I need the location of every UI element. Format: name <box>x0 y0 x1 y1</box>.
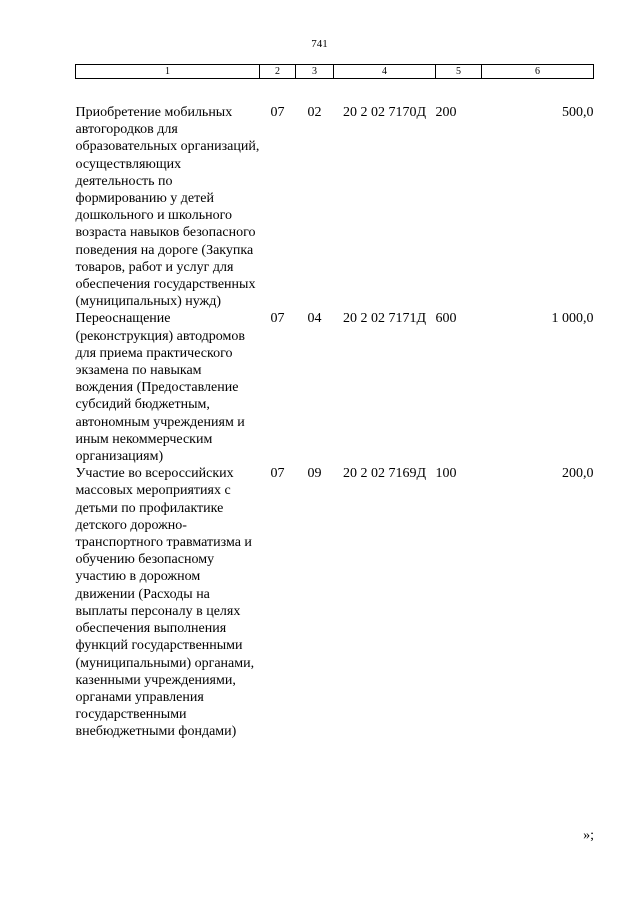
header-col-2: 2 <box>260 65 296 79</box>
row-name: Приобретение мобильных автогородков для образовательных организаций, осуществляющих деятельность по формированию у детей дошкольного и школьного возраста навыков безопасного поведения на дороге (Закупка товаров, работ и услуг для обеспечения государственных (муниципальных) нужд) <box>75 105 260 310</box>
budget-table <box>75 64 594 741</box>
table-header <box>76 65 594 79</box>
table-row <box>76 79 594 311</box>
row-target-article: 20 2 02 7169Д <box>342 466 427 482</box>
row-section: 07 <box>270 311 285 327</box>
row-amount: 200,0 <box>562 466 594 482</box>
row-section: 07 <box>270 105 285 120</box>
table-row <box>76 465 594 740</box>
table-body <box>76 79 594 741</box>
row-target-article: 20 2 02 7170Д <box>342 105 427 120</box>
table-row <box>76 310 594 465</box>
row-amount: 1 000,0 <box>551 311 594 327</box>
header-col-3: 3 <box>296 65 334 79</box>
row-section: 07 <box>270 466 285 482</box>
row-target-article: 20 2 02 7171Д <box>342 311 427 327</box>
row-expense-type: 600 <box>435 311 457 327</box>
header-col-4: 4 <box>334 65 436 79</box>
row-name: Участие во всероссийских массовых мероприятиях с детьми по профилактике детского дорожно-транспортного травматизма и обучению безопасному участию в дорожном движении (Расходы на выплаты персоналу в целях обеспечения выполнения функций государственными (муниципальными) органами, казенными учреждениями, органами управления государственными внебюджетными фондами) <box>75 466 255 740</box>
closing-quote-mark: »; <box>583 828 594 843</box>
row-name: Переоснащение (реконструкция) автодромов для приема практического экзамена по навыкам вождения (Предоставление субсидий бюджетным, автономным учреждениям и иным некоммерческим организациям) <box>75 311 245 465</box>
header-col-6: 6 <box>482 65 594 79</box>
row-expense-type: 100 <box>435 466 457 482</box>
row-subsection: 09 <box>307 466 322 482</box>
header-row <box>76 65 594 79</box>
header-col-1: 1 <box>76 65 260 79</box>
page-number: 741 <box>311 38 328 50</box>
row-subsection: 04 <box>307 311 322 327</box>
row-amount: 500,0 <box>562 105 594 120</box>
row-subsection: 02 <box>307 105 322 120</box>
row-expense-type: 200 <box>435 105 457 120</box>
header-col-5: 5 <box>436 65 482 79</box>
